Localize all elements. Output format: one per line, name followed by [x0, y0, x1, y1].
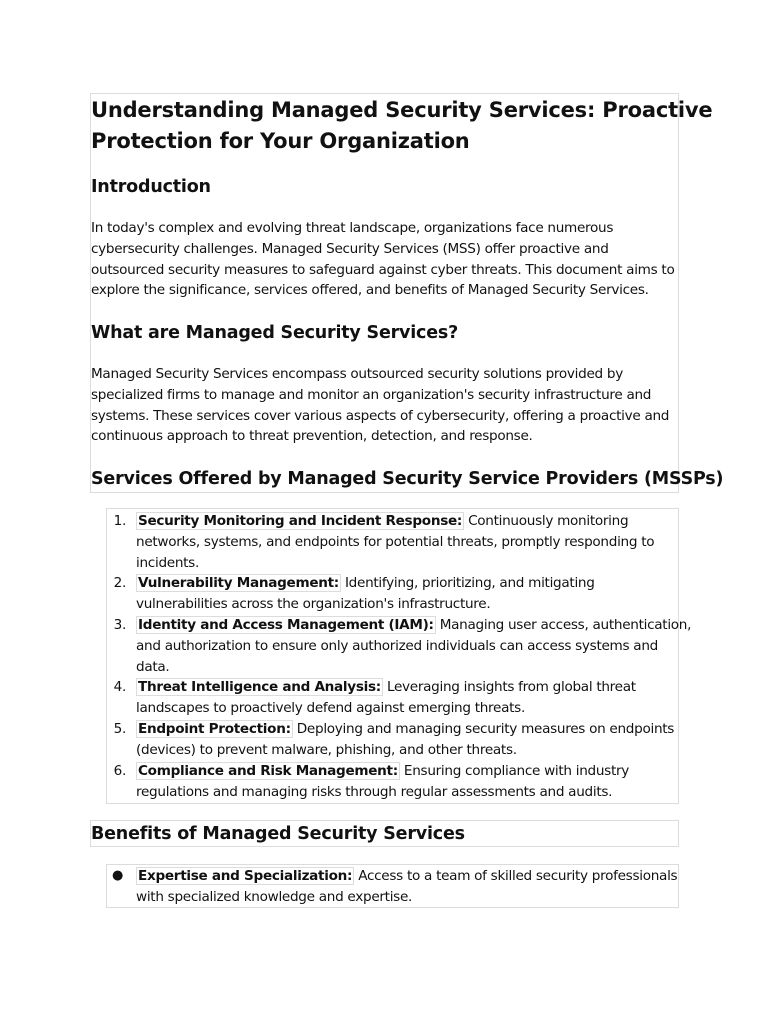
title-line: Protection for Your Organization — [91, 129, 470, 153]
list-first-line — [136, 866, 677, 887]
heading-services-offered: Services Offered by Managed Security Service Providers (MSSPs) — [91, 469, 724, 489]
list-text: and authorization to ensure only authorized individuals can access systems and — [136, 637, 658, 654]
list-term: Threat Intelligence and Analysis: — [138, 679, 381, 695]
bullet-dot-icon: ● — [112, 868, 124, 883]
list-text: Access to a team of skilled security professionals — [354, 868, 678, 884]
list-text: landscapes to proactively defend against emerging threats. — [136, 699, 525, 716]
list-term: Expertise and Specialization: — [138, 868, 353, 884]
list-text: Deploying and managing security measures on endpoints — [292, 721, 675, 737]
text-line: continuous approach to threat prevention, detection, and response. — [91, 428, 533, 445]
heading-introduction: Introduction — [91, 177, 211, 197]
paragraph-what-are-mss — [91, 364, 669, 447]
list-text: data. — [136, 658, 170, 675]
text-line: Managed Security Services encompass outsourced security solutions provided by — [91, 366, 623, 382]
list-term: Identity and Access Management (IAM): — [138, 617, 434, 633]
list-first-line — [136, 719, 674, 740]
list-text: (devices) to prevent malware, phishing, and other threats. — [136, 741, 517, 758]
list-first-line — [136, 511, 628, 532]
list-text: vulnerabilities across the organization's infrastructure. — [136, 595, 491, 612]
list-text: Leveraging insights from global threat — [382, 679, 636, 695]
list-term: Compliance and Risk Management: — [138, 763, 398, 779]
text-line: cybersecurity challenges. Managed Security Services (MSS) offer proactive and — [91, 240, 609, 257]
list-term: Security Monitoring and Incident Response: — [138, 513, 463, 529]
list-first-line — [136, 573, 595, 594]
list-number: 3. — [113, 617, 126, 633]
heading-benefits: Benefits of Managed Security Services — [91, 824, 465, 844]
text-line: explore the significance, services offered, and benefits of Managed Security Services. — [91, 282, 649, 299]
text-line: In today's complex and evolving threat landscape, organizations face numerous — [91, 220, 614, 236]
text-line: systems. These services cover various aspects of cybersecurity, offering a proactive and — [91, 407, 670, 424]
list-first-line — [136, 761, 629, 782]
heading-what-are-mss: What are Managed Security Services? — [91, 323, 459, 343]
list-number: 1. — [113, 513, 126, 529]
document-title — [91, 95, 713, 157]
list-text: Continuously monitoring — [464, 513, 629, 529]
list-text: with specialized knowledge and expertise. — [136, 888, 413, 905]
text-line: specialized firms to manage and monitor an organization's security infrastructure and — [91, 386, 652, 403]
list-term: Endpoint Protection: — [138, 721, 291, 737]
list-text: regulations and managing risks through regular assessments and audits. — [136, 783, 613, 800]
paragraph-introduction — [91, 218, 674, 301]
list-first-line — [136, 677, 636, 698]
list-text: Ensuring compliance with industry — [399, 763, 630, 779]
list-text: incidents. — [136, 554, 199, 571]
title-line: Understanding Managed Security Services: Proactive — [91, 98, 713, 122]
list-term: Vulnerability Management: — [138, 575, 339, 591]
list-number: 2. — [113, 575, 126, 591]
list-number: 6. — [113, 763, 126, 779]
list-number: 4. — [113, 679, 126, 695]
list-text: Identifying, prioritizing, and mitigating — [340, 575, 595, 591]
list-text: Managing user access, authentication, — [435, 617, 692, 633]
list-text: networks, systems, and endpoints for potential threats, promptly responding to — [136, 533, 655, 550]
text-line: outsourced security measures to safeguard against cyber threats. This document aims to — [91, 261, 675, 278]
list-number: 5. — [113, 721, 126, 737]
list-first-line — [136, 615, 691, 636]
